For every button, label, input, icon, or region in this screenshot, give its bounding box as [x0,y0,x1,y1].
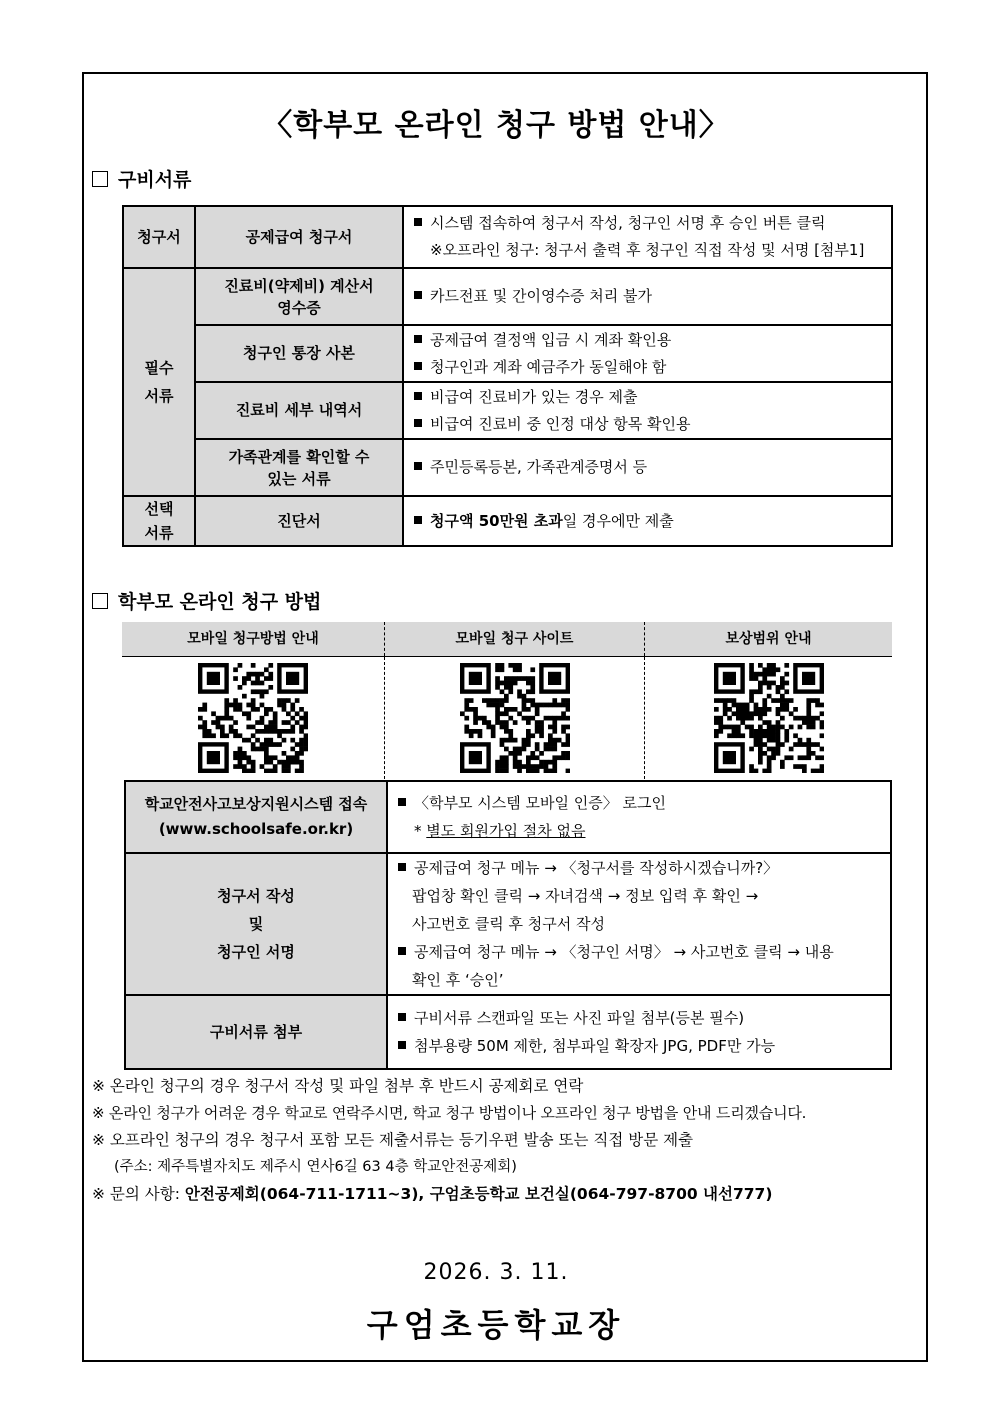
claim-group-cell: 청구서 [123,206,195,268]
doc-desc-cell: 주민등록등본, 가족관계증명서 등 [403,439,892,496]
checkbox-icon [92,593,108,609]
note-item: ※ 문의 사항: 안전공제회(064-711-1711~3), 구엄초등학교 보건실(064-797-8700 내선777) [92,1185,773,1203]
qr-code-icon[interactable] [714,663,824,773]
bullet-icon [414,291,422,299]
step-write-label: 청구서 작성 및 청구인 서명 [125,853,387,995]
qr-table [122,622,892,779]
section-heading-documents: 구비서류 [92,165,191,192]
qr-header: 모바일 청구방법 안내 [122,622,385,657]
bullet-icon [414,392,422,400]
step-write-desc: 공제급여 청구 메뉴 → 〈청구서를 작성하시겠습니까?〉 팝업창 확인 클릭 → 자녀검색 → 정보 입력 후 확인 → 사고번호 클릭 후 청구서 작성 공제급여 청구 메뉴 → 〈청구인 서명〉 → 사고번호 클릭 → 내용 확인 후 ‘승인’ [387,853,891,995]
note-item: ※ 온라인 청구가 어려운 경우 학교로 연락주시면, 학교 청구 방법이나 오프라인 청구 방법을 안내 드리겠습니다. [92,1104,807,1122]
document-date: 2026. 3. 11. [423,1260,569,1285]
qr-cell [122,657,385,780]
doc-name-cell: 진료비(약제비) 계산서 영수증 [195,268,403,325]
bullet-icon [398,798,406,806]
steps-table [124,780,892,1070]
step-attach-desc: 구비서류 스캔파일 또는 사진 파일 첨부(등본 필수) 첨부용량 50M 제한, 첨부파일 확장자 JPG, PDF만 가능 [387,995,891,1069]
optional-desc-cell: 청구액 50만원 초과일 경우에만 제출 [403,496,892,546]
step-attach-label: 구비서류 첨부 [125,995,387,1069]
doc-desc-cell: 비급여 진료비가 있는 경우 제출 비급여 진료비 중 인정 대상 항목 확인용 [403,382,892,439]
notes [92,1073,806,1208]
optional-name-cell: 진단서 [195,496,403,546]
bullet-icon [398,947,406,955]
note-item: ※ 오프라인 청구의 경우 청구서 포함 모든 제출서류는 등기우편 발송 또는 직접 방문 제출 [92,1131,694,1149]
optional-group-cell: 선택 서류 [123,496,195,546]
bullet-icon [398,1041,406,1049]
claim-desc-cell: 시스템 접속하여 청구서 작성, 청구인 서명 후 승인 버튼 클릭 ※오프라인 청구: 청구서 출력 후 청구인 직접 작성 및 서명 [첨부1] [403,206,892,268]
qr-cell [385,657,645,780]
note-item: (주소: 제주특별자치도 제주시 연사6길 63 4층 학교안전공제회) [114,1159,517,1175]
bullet-icon [398,1013,406,1021]
qr-code-icon[interactable] [198,663,308,773]
bullet-icon [414,419,422,427]
doc-name-cell: 청구인 통장 사본 [195,325,403,382]
qr-header: 보상범위 안내 [645,622,893,657]
qr-code-icon[interactable] [460,663,570,773]
bullet-icon [414,462,422,470]
documents-table [122,205,893,547]
step-access-desc: 〈학부모 시스템 모바일 인증〉 로그인 * 별도 회원가입 절차 없음 [387,781,891,853]
page-title: 〈학부모 온라인 청구 방법 안내〉 [262,108,730,143]
claim-name-cell: 공제급여 청구서 [195,206,403,268]
section-heading-method: 학부모 온라인 청구 방법 [92,587,321,614]
checkbox-icon [92,171,108,187]
note-item: ※ 온라인 청구의 경우 청구서 작성 및 파일 첨부 후 반드시 공제회로 연락 [92,1077,584,1095]
doc-name-cell: 진료비 세부 내역서 [195,382,403,439]
required-group-cell: 필수 서류 [123,268,195,496]
signature: 구엄초등학교장 [366,1306,626,1344]
bullet-icon [414,516,422,524]
bullet-icon [414,335,422,343]
qr-cell [645,657,893,780]
qr-header: 모바일 청구 사이트 [385,622,645,657]
bullet-icon [414,362,422,370]
doc-name-cell: 가족관계를 확인할 수 있는 서류 [195,439,403,496]
bullet-icon [414,218,422,226]
bullet-icon [398,863,406,871]
doc-desc-cell: 카드전표 및 간이영수증 처리 불가 [403,268,892,325]
step-access-label: 학교안전사고보상지원시스템 접속 (www.schoolsafe.or.kr) [125,781,387,853]
doc-desc-cell: 공제급여 결정액 입금 시 계좌 확인용 청구인과 계좌 예금주가 동일해야 함 [403,325,892,382]
